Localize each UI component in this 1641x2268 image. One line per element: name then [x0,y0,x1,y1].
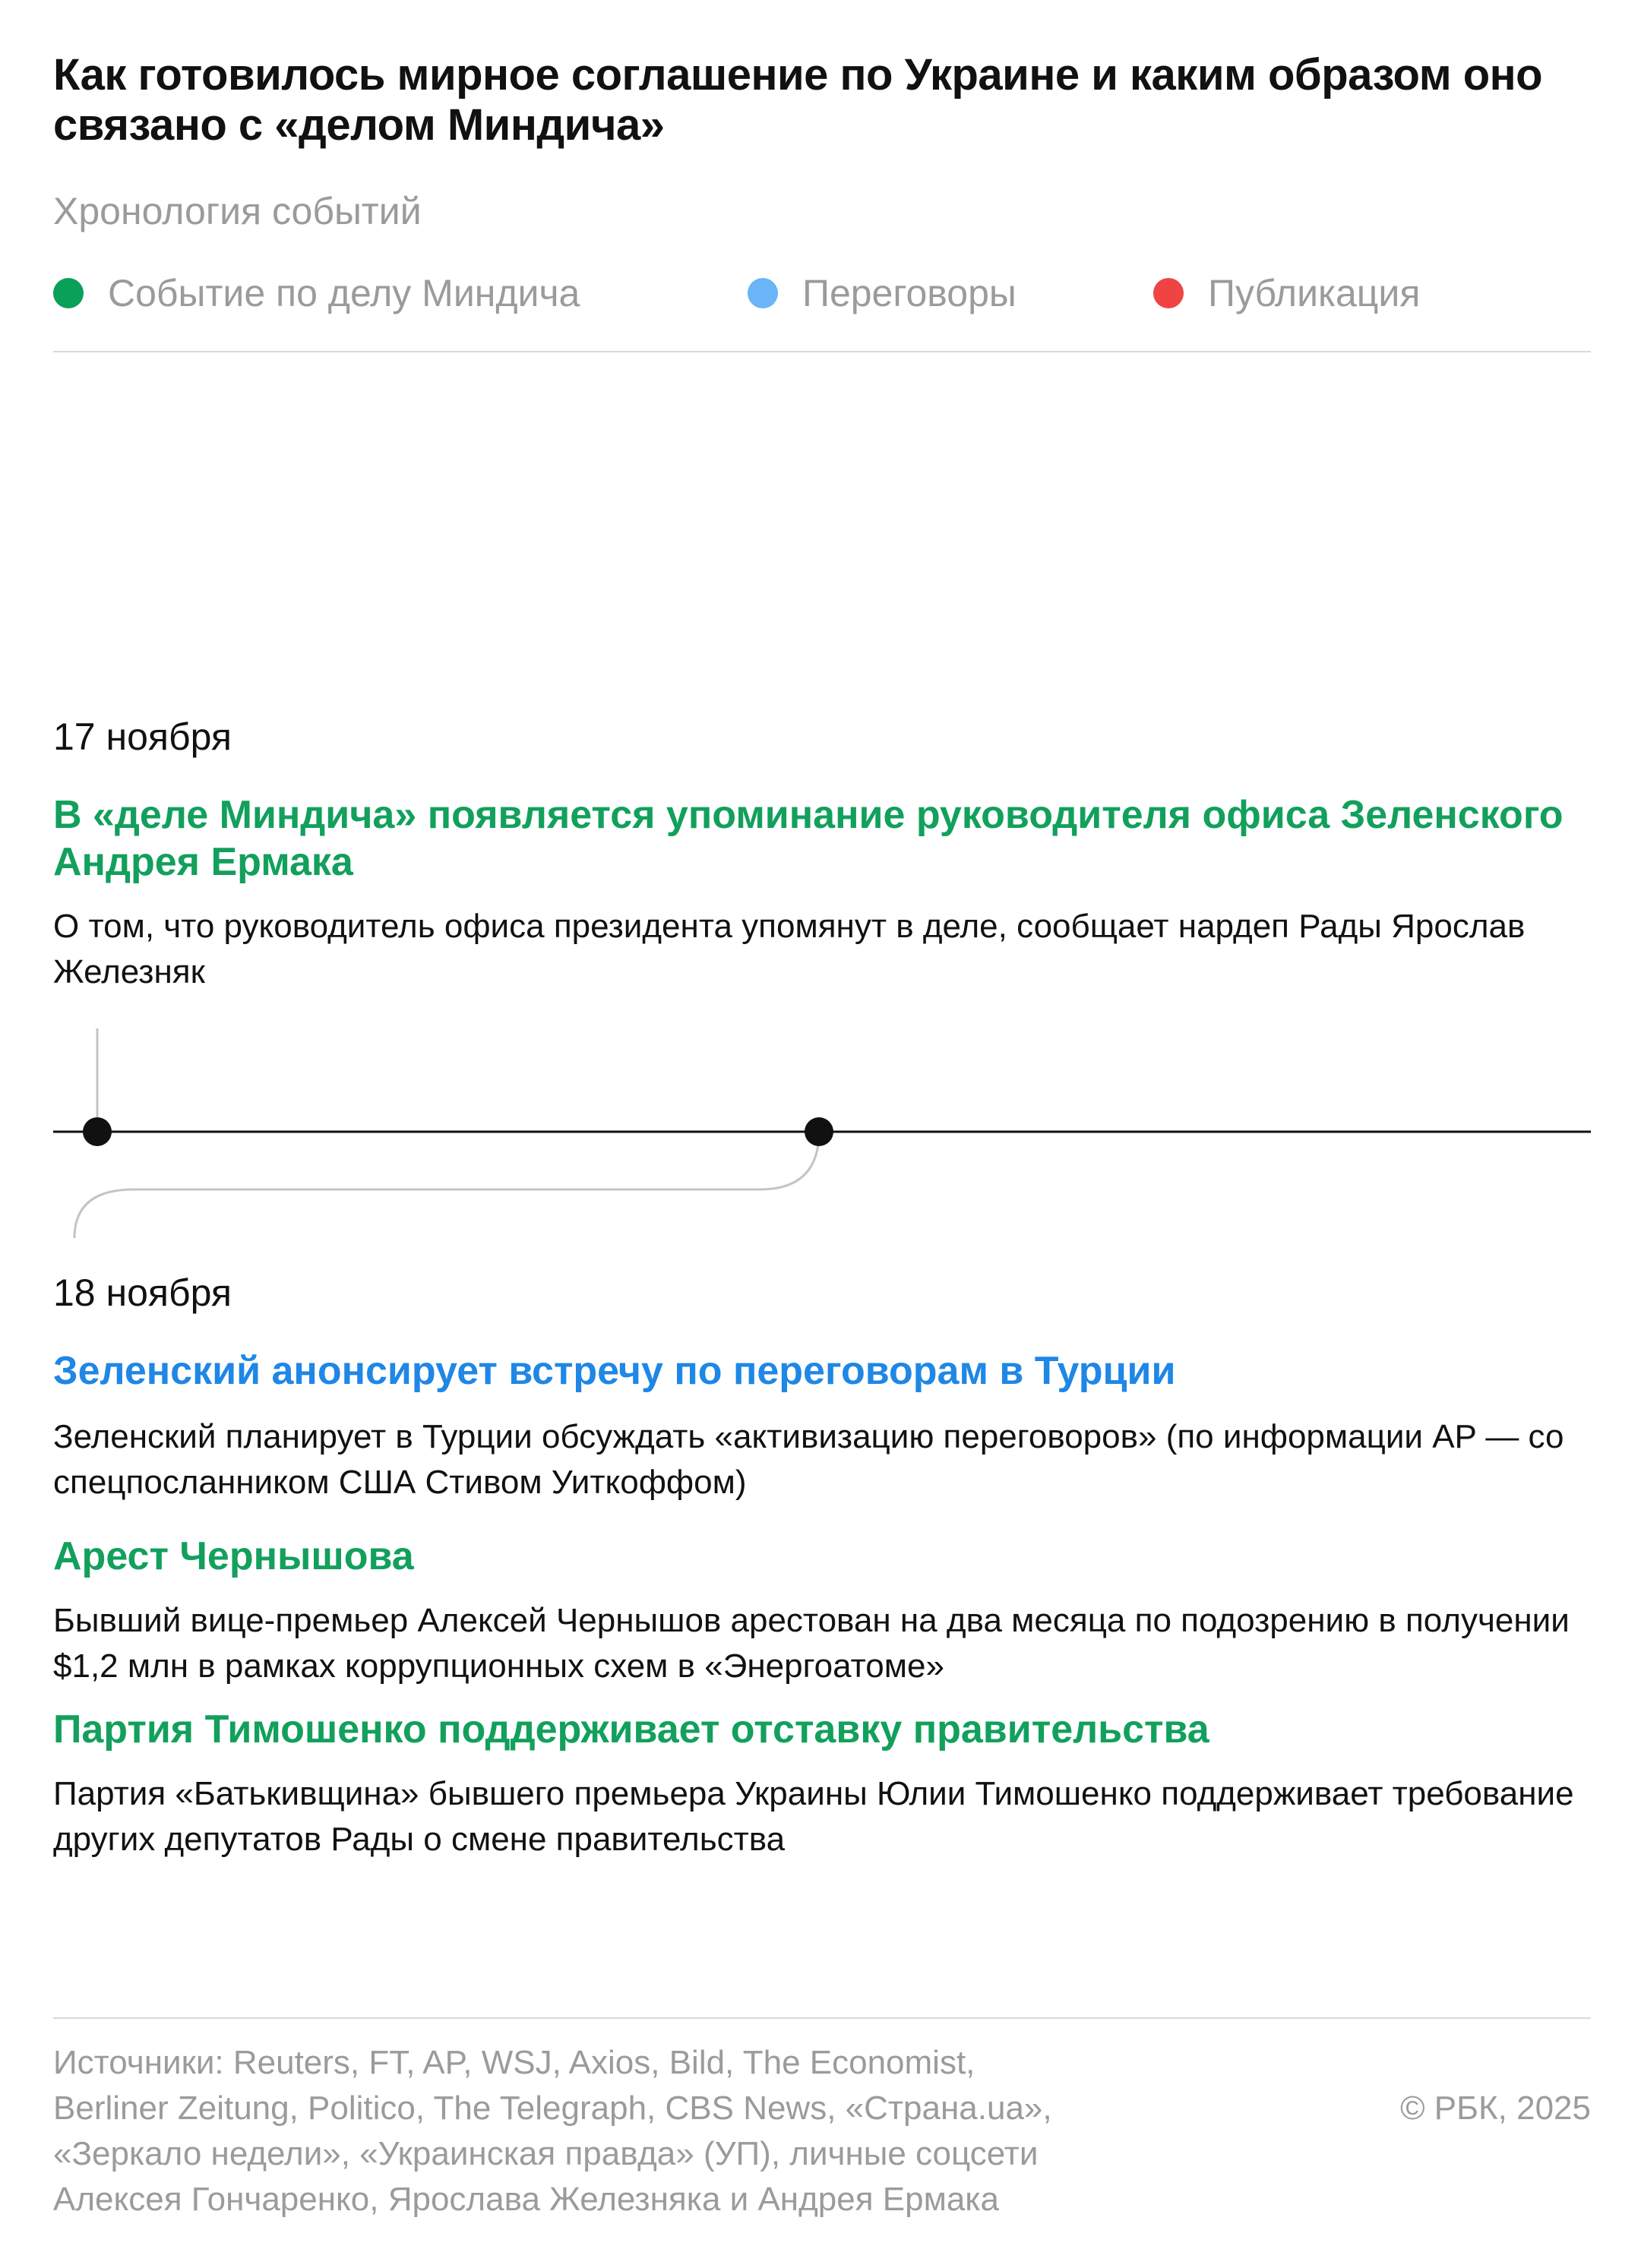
legend [53,270,1603,316]
sources-text: Источники: Reuters, FT, AP, WSJ, Axios, Bild, The Economist, Berliner Zeitung, Politico, The Telegraph, CBS News, «Страна.ua», «Зеркало недели», «Украинская правда» (УП), личные соцсети Алексея Гончаренко, Ярослава Железняка и Андрея Ермака [53,2044,1052,2218]
copyright: © РБК, 2025 [1400,2090,1591,2127]
legend-item-negotiations [748,270,1017,316]
legend-label: Событие по делу Миндича [108,272,580,314]
legend-dot-blue-icon [748,278,778,308]
event-description-chernyshov-arrest: Бывший вице-премьер Алексей Чернышов арестован на два месяца по подозрению в получении $1,2 млн в рамках коррупционных схем в «Энергоатоме» [53,1602,1570,1685]
event-title-ermak-mention: В «деле Миндича» появляется упоминание руководителя офиса Зеленского Андрея Ермака [53,793,1564,884]
event-title-chernyshov-arrest: Арест Чернышова [53,1534,414,1578]
timeline-node-18-nov [805,1117,833,1146]
date-label-18-nov: 18 ноября [53,1271,232,1314]
timeline-node-17-nov [83,1117,112,1146]
legend-label: Переговоры [802,272,1017,314]
page-title: Как готовилось мирное соглашение по Украине и каким образом оно связано с «делом Миндича» [53,50,1543,150]
legend-item-mindich [53,270,580,316]
event-description-turkey-meeting: Зеленский планирует в Турции обсуждать «активизацию переговоров» (по информации AP — со спецпосланником США Стивом Уиткоффом) [53,1418,1564,1501]
legend-item-publication [1153,270,1420,316]
legend-dot-green-icon [53,278,84,308]
legend-label: Публикация [1208,272,1421,314]
event-title-turkey-meeting: Зеленский анонсирует встречу по переговорам в Турции [53,1349,1176,1393]
footer-divider [53,2017,1591,2019]
event-title-tymoshenko-party: Партия Тимошенко поддерживает отставку правительства [53,1707,1209,1752]
event-description-tymoshenko-party: Партия «Батькивщина» бывшего премьера Украины Юлии Тимошенко поддерживает требование других депутатов Рады о смене правительства [53,1775,1574,1858]
header-divider [53,351,1591,352]
connector-down [74,1132,819,1238]
legend-dot-red-icon [1153,278,1184,308]
date-label-17-nov: 17 ноября [53,715,232,758]
event-description-ermak-mention: О том, что руководитель офиса президента упомянут в деле, сообщает нардеп Рады Ярослав Железняк [53,908,1526,990]
page-subtitle: Хронология событий [53,190,422,232]
timeline [0,1018,1641,1253]
